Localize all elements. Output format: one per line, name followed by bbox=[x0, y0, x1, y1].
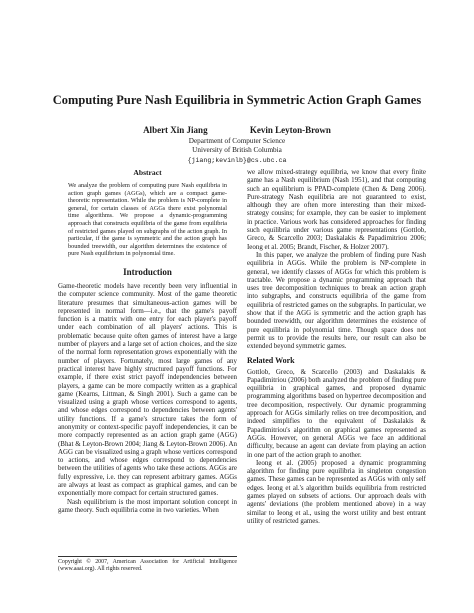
paragraph: Game-theoretic models have recently been very influential in the computer science community. Most of the game theoretic literature presumes that simultaneous-action games will be represented in normal form—i.e., that the game's payoff function is a matrix with one entry for each player's payoff under each combination of all players' actions. This is problematic because quite often games of interest have a large number of players and a large set of action choices, and the size of the normal form representation grows exponentially with the number of players. Fortunately, most large games of any practical interest have highly structured payoff functions. For example, if there exist strict payoff independencies between players, a game can be more compactly written as a graphical game (Kearns, Littman, & Singh 2001). Such a game can be visualized using a graph whose vertices correspond to agents, and whose edges correspond to dependencies between agents' utility functions. If a game's structure takes the form of anonymity or context-specific payoff independencies, it can be more compactly represented as an action graph game (AGG) (Bhat & Leyton-Brown 2004; Jiang & Leyton-Brown 2006). An AGG can be visualized using a graph whose vertices correspond to actions, and whose edges correspond to dependencies between the utilities of agents who take these actions. AGGs are fully expressive, i.e. they can represent arbitrary games. AGGs are always at least as compact as graphical games, and can be exponentially more compact for certain structured games. bbox=[58, 281, 237, 498]
paragraph: Nash equilibrium is the most important solution concept in game theory. Such equilibria come in two varieties. When bbox=[58, 497, 237, 514]
introduction-body bbox=[58, 282, 237, 514]
paragraph: In this paper, we analyze the problem of finding pure Nash equilibria in AGGs. While the problem is NP-complete in general, we identify classes of AGGs for which this problem is tractable. We propose a dynamic programming approach that uses tree decomposition techniques to break an action graph into subgraphs, and constructs equilibria of the game from equilibria of restricted games on the subgraphs. In particular, we show that if the AGG is symmetric and the action graph has bounded treewidth, our algorithm determines the existence of pure equilibria in polynomial time. Though space does not permit us to provide the results here, our result can also be extended beyond symmetric games. bbox=[247, 250, 426, 351]
affiliation-block bbox=[0, 137, 474, 165]
introduction-continued bbox=[247, 168, 426, 351]
right-column bbox=[247, 168, 426, 525]
department-line: Department of Computer Science bbox=[188, 137, 286, 145]
paper-title: Computing Pure Nash Equilibria in Symmetric Action Graph Games bbox=[52, 93, 422, 107]
paragraph: we allow mixed-strategy equilibria, we know that every finite game has a Nash equilibrium (Nash 1951), and that computing such an equilibrium is PPAD-complete (Chen & Deng 2006). Pure-strategy Nash equilibria are not guaranteed to exist, although they are often more interesting than their mixed-strategy cousins; for example, they can be easier to implement in practice. Various work has considered approaches for finding such equilibria under various game representations (Gottlob, Greco, & Scarcello 2003; Daskalakis & Papadimitriou 2006; Ieong et al. 2005; Brandt, Fischer, & Holzer 2007). bbox=[247, 168, 426, 251]
author-email: {jiang;kevinlb}@cs.ubc.ca bbox=[187, 156, 287, 164]
abstract-text: We analyze the problem of computing pure Nash equilibria in action graph games (AGGs), which are a compact game-theoretic representation. While the problem is NP-complete in general, for certain classes of AGGs there exist polynomial time algorithms. We propose a dynamic-programming approach that constructs equilibria of the game from equilibria of restricted games played on subgraphs of the action graph. In particular, if the game is symmetric and the action graph has bounded treewidth, our algorithm determines the existence of pure Nash equilibrium in polynomial time. bbox=[68, 182, 227, 258]
author-name: Kevin Leyton-Brown bbox=[249, 125, 331, 135]
university-line: University of British Columbia bbox=[192, 146, 282, 155]
paragraph: Gottlob, Greco, & Scarcello (2003) and Daskalakis & Papadimitriou (2006) both analyzed the problem of finding pure equilibria in graphical games, and proposed dynamic programming algorithms based on hypertree decomposition and tree decomposition, respectively. Our dynamic programming approach for AGGs similarly relies on tree decomposition, and indeed simplifies to the equivalent of Daskalakis & Papadimitriou's algorithm on graphical games represented as AGGs. However, on general AGGs we face an additional difficulty, because an agent can deviate from playing an action in one part of the action graph to another. bbox=[247, 367, 426, 459]
introduction-heading: Introduction bbox=[123, 266, 172, 277]
author-list bbox=[0, 125, 474, 135]
abstract-heading: Abstract bbox=[133, 168, 162, 177]
author-name: Albert Xin Jiang bbox=[143, 125, 208, 135]
paragraph: Ieong et al. (2005) proposed a dynamic programming algorithm for finding pure equilibria in singleton congestion games. These games can be represented as AGGs with only self edges. Ieong et al.'s algorithm builds equilibria from restricted games played on subsets of actions. Our approach deals with agents' deviations (the problem mentioned above) in a way similar to Ieong et al., using the worst utility and best entrant utility of restricted games. bbox=[247, 458, 426, 525]
left-column bbox=[58, 168, 237, 514]
copyright-footnote: Copyright © 2007, American Association for Artificial Intelligence (www.aaai.org). All rights reserved. bbox=[58, 556, 237, 573]
related-work-body bbox=[247, 368, 426, 526]
related-work-heading: Related Work bbox=[247, 355, 295, 365]
